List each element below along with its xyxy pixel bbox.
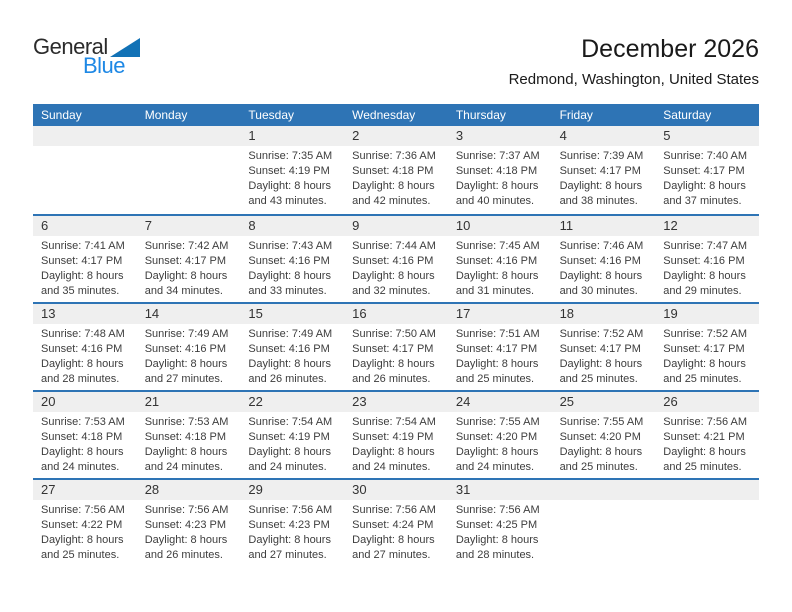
daylight-line-2: and 24 minutes. (144, 461, 223, 473)
sunrise-line: Sunrise: 7:56 AM (663, 416, 748, 428)
day-cell (655, 324, 759, 387)
day-number: 1 (248, 128, 256, 143)
sunrise-line: Sunrise: 7:53 AM (144, 416, 229, 428)
sunset-line: Sunset: 4:22 PM (41, 519, 123, 531)
week-row (33, 126, 759, 214)
empty-day-cell (552, 500, 656, 563)
day-number: 25 (559, 394, 575, 409)
weekday-header-monday: Monday (144, 108, 188, 122)
day-cell (344, 412, 448, 475)
day-number-band (33, 480, 759, 500)
daylight-line-2: and 25 minutes. (455, 373, 535, 385)
day-cell (33, 236, 137, 299)
empty-day-cell (655, 500, 759, 563)
day-number-band (33, 126, 759, 146)
sunrise-line: Sunrise: 7:37 AM (455, 150, 540, 162)
day-number: 7 (144, 218, 152, 233)
sunset-line: Sunset: 4:17 PM (352, 343, 434, 355)
sunrise-line: Sunrise: 7:47 AM (663, 240, 748, 252)
day-details-row (33, 146, 759, 209)
sunset-line: Sunset: 4:17 PM (559, 343, 641, 355)
sunrise-line: Sunrise: 7:39 AM (559, 150, 644, 162)
empty-day-cell (137, 146, 241, 209)
calendar-table (33, 104, 759, 566)
day-cell (344, 146, 448, 209)
sunset-line: Sunset: 4:16 PM (559, 255, 641, 267)
weekday-header-wednesday: Wednesday (352, 108, 416, 122)
daylight-line-2: and 38 minutes. (559, 195, 638, 207)
day-number: 10 (455, 218, 471, 233)
sunset-line: Sunset: 4:20 PM (455, 431, 538, 443)
sunset-line: Sunset: 4:18 PM (144, 431, 227, 443)
page-title: December 2026 (581, 35, 759, 63)
sunrise-line: Sunrise: 7:42 AM (144, 240, 229, 252)
daylight-line-2: and 32 minutes. (352, 285, 431, 297)
day-number: 9 (352, 218, 360, 233)
daylight-line-2: and 26 minutes. (352, 373, 431, 385)
sunrise-line: Sunrise: 7:55 AM (559, 416, 644, 428)
day-details-row (33, 236, 759, 299)
daylight-line-1: Daylight: 8 hours (41, 358, 124, 370)
day-cell (552, 324, 656, 387)
daylight-line-2: and 43 minutes. (248, 195, 327, 207)
sunset-line: Sunset: 4:17 PM (144, 255, 227, 267)
weekday-header-tuesday: Tuesday (248, 108, 295, 122)
sunset-line: Sunset: 4:18 PM (41, 431, 123, 443)
sunrise-line: Sunrise: 7:55 AM (455, 416, 540, 428)
daylight-line-1: Daylight: 8 hours (663, 270, 746, 282)
sunrise-line: Sunrise: 7:51 AM (455, 328, 540, 340)
sunset-line: Sunset: 4:16 PM (41, 343, 123, 355)
daylight-line-2: and 33 minutes. (248, 285, 327, 297)
day-number: 18 (559, 306, 575, 321)
day-number: 12 (663, 218, 678, 233)
sunset-line: Sunset: 4:23 PM (248, 519, 330, 531)
daylight-line-2: and 25 minutes. (559, 461, 638, 473)
day-cell (552, 146, 656, 209)
sunset-line: Sunset: 4:23 PM (144, 519, 227, 531)
sunset-line: Sunset: 4:18 PM (455, 165, 538, 177)
sunrise-line: Sunrise: 7:56 AM (455, 504, 540, 516)
daylight-line-1: Daylight: 8 hours (248, 270, 331, 282)
sunrise-line: Sunrise: 7:46 AM (559, 240, 644, 252)
daylight-line-2: and 28 minutes. (455, 549, 535, 561)
daylight-line-1: Daylight: 8 hours (559, 446, 643, 458)
sunrise-line: Sunrise: 7:56 AM (352, 504, 436, 516)
day-number: 14 (144, 306, 160, 321)
daylight-line-2: and 25 minutes. (663, 461, 742, 473)
sunset-line: Sunset: 4:18 PM (352, 165, 434, 177)
day-cell (448, 146, 552, 209)
sunset-line: Sunset: 4:16 PM (455, 255, 538, 267)
day-cell (33, 500, 137, 563)
sunrise-line: Sunrise: 7:56 AM (41, 504, 125, 516)
daylight-line-2: and 25 minutes. (559, 373, 638, 385)
day-cell (137, 412, 241, 475)
day-cell (240, 236, 344, 299)
day-number: 31 (455, 482, 471, 497)
sunrise-line: Sunrise: 7:48 AM (41, 328, 125, 340)
daylight-line-1: Daylight: 8 hours (248, 446, 331, 458)
sunrise-line: Sunrise: 7:36 AM (352, 150, 436, 162)
sunrise-line: Sunrise: 7:43 AM (248, 240, 333, 252)
day-number-band (33, 304, 759, 324)
day-number: 5 (663, 128, 671, 143)
day-details-row (33, 412, 759, 475)
day-number: 8 (248, 218, 256, 233)
day-number: 4 (559, 128, 567, 143)
sunrise-line: Sunrise: 7:54 AM (248, 416, 333, 428)
day-cell (552, 412, 656, 475)
sunset-line: Sunset: 4:17 PM (663, 165, 745, 177)
day-number: 15 (248, 306, 263, 321)
daylight-line-1: Daylight: 8 hours (352, 180, 435, 192)
day-cell (240, 500, 344, 563)
daylight-line-1: Daylight: 8 hours (41, 270, 124, 282)
sunrise-line: Sunrise: 7:52 AM (663, 328, 748, 340)
daylight-line-2: and 26 minutes. (144, 549, 223, 561)
day-cell (33, 412, 137, 475)
day-cell (655, 236, 759, 299)
weekday-header-friday: Friday (559, 108, 593, 122)
daylight-line-1: Daylight: 8 hours (144, 358, 228, 370)
day-cell (655, 412, 759, 475)
day-number: 6 (41, 218, 49, 233)
week-row (33, 302, 759, 390)
daylight-line-1: Daylight: 8 hours (352, 534, 435, 546)
day-cell (344, 324, 448, 387)
sunset-line: Sunset: 4:19 PM (248, 431, 330, 443)
title-block (509, 34, 759, 88)
daylight-line-2: and 24 minutes. (352, 461, 431, 473)
daylight-line-2: and 35 minutes. (41, 285, 120, 297)
daylight-line-2: and 27 minutes. (248, 549, 327, 561)
page-subtitle: Redmond, Washington, United States (508, 71, 759, 88)
sunset-line: Sunset: 4:19 PM (352, 431, 434, 443)
daylight-line-2: and 42 minutes. (352, 195, 431, 207)
general-blue-logo (33, 36, 140, 77)
daylight-line-2: and 25 minutes. (41, 549, 120, 561)
daylight-line-2: and 31 minutes. (455, 285, 535, 297)
day-cell (240, 146, 344, 209)
day-cell (448, 236, 552, 299)
sunrise-line: Sunrise: 7:41 AM (41, 240, 125, 252)
daylight-line-1: Daylight: 8 hours (663, 358, 746, 370)
empty-day-number (33, 126, 137, 146)
daylight-line-1: Daylight: 8 hours (352, 358, 435, 370)
daylight-line-2: and 26 minutes. (248, 373, 327, 385)
daylight-line-1: Daylight: 8 hours (455, 446, 539, 458)
day-cell (240, 412, 344, 475)
sunrise-line: Sunrise: 7:44 AM (352, 240, 436, 252)
daylight-line-1: Daylight: 8 hours (663, 446, 746, 458)
daylight-line-1: Daylight: 8 hours (352, 446, 435, 458)
sunrise-line: Sunrise: 7:49 AM (248, 328, 333, 340)
day-number: 26 (663, 394, 678, 409)
weekday-header-saturday: Saturday (663, 108, 712, 122)
daylight-line-2: and 37 minutes. (663, 195, 742, 207)
day-cell (655, 146, 759, 209)
day-number: 27 (41, 482, 56, 497)
day-number: 30 (352, 482, 367, 497)
calendar-grid (33, 126, 759, 566)
day-number: 2 (352, 128, 360, 143)
empty-day-number (137, 126, 241, 146)
sunset-line: Sunset: 4:25 PM (455, 519, 538, 531)
day-details-row (33, 500, 759, 563)
day-cell (448, 324, 552, 387)
sunrise-line: Sunrise: 7:56 AM (144, 504, 229, 516)
sunset-line: Sunset: 4:17 PM (455, 343, 538, 355)
daylight-line-2: and 25 minutes. (663, 373, 742, 385)
daylight-line-2: and 34 minutes. (144, 285, 223, 297)
sunrise-line: Sunrise: 7:45 AM (455, 240, 540, 252)
week-row (33, 390, 759, 478)
empty-day-cell (33, 146, 137, 209)
daylight-line-2: and 27 minutes. (352, 549, 431, 561)
sunset-line: Sunset: 4:16 PM (663, 255, 745, 267)
day-number: 29 (248, 482, 263, 497)
sunset-line: Sunset: 4:20 PM (559, 431, 641, 443)
weekday-header-thursday: Thursday (455, 108, 506, 122)
day-number: 3 (455, 128, 464, 143)
sunset-line: Sunset: 4:16 PM (352, 255, 434, 267)
day-cell (344, 236, 448, 299)
sunrise-line: Sunrise: 7:50 AM (352, 328, 436, 340)
daylight-line-1: Daylight: 8 hours (144, 270, 228, 282)
day-number: 22 (248, 394, 263, 409)
sunrise-line: Sunrise: 7:49 AM (144, 328, 229, 340)
daylight-line-1: Daylight: 8 hours (559, 270, 643, 282)
sunset-line: Sunset: 4:19 PM (248, 165, 330, 177)
week-row (33, 214, 759, 302)
empty-day-number (655, 480, 759, 500)
daylight-line-2: and 24 minutes. (455, 461, 535, 473)
day-cell (137, 500, 241, 563)
day-cell (137, 236, 241, 299)
sunrise-line: Sunrise: 7:53 AM (41, 416, 125, 428)
logo-text-general: General (33, 34, 108, 59)
daylight-line-1: Daylight: 8 hours (455, 534, 539, 546)
day-number: 16 (352, 306, 367, 321)
daylight-line-1: Daylight: 8 hours (144, 446, 228, 458)
day-details-row (33, 324, 759, 387)
daylight-line-1: Daylight: 8 hours (455, 358, 539, 370)
day-cell (240, 324, 344, 387)
daylight-line-1: Daylight: 8 hours (663, 180, 746, 192)
daylight-line-2: and 30 minutes. (559, 285, 638, 297)
sunset-line: Sunset: 4:16 PM (144, 343, 227, 355)
day-cell (552, 236, 656, 299)
day-number: 11 (559, 218, 574, 233)
daylight-line-2: and 29 minutes. (663, 285, 742, 297)
sunset-line: Sunset: 4:24 PM (352, 519, 434, 531)
day-number: 21 (144, 394, 160, 409)
day-number-band (33, 392, 759, 412)
day-cell (344, 500, 448, 563)
daylight-line-2: and 24 minutes. (248, 461, 327, 473)
daylight-line-2: and 40 minutes. (455, 195, 535, 207)
day-cell (33, 324, 137, 387)
daylight-line-2: and 28 minutes. (41, 373, 120, 385)
daylight-line-1: Daylight: 8 hours (559, 180, 643, 192)
daylight-line-2: and 27 minutes. (144, 373, 223, 385)
daylight-line-1: Daylight: 8 hours (41, 534, 124, 546)
daylight-line-1: Daylight: 8 hours (455, 180, 539, 192)
sunrise-line: Sunrise: 7:54 AM (352, 416, 436, 428)
day-number: 23 (352, 394, 367, 409)
sunset-line: Sunset: 4:17 PM (663, 343, 745, 355)
logo-text-blue: Blue (83, 53, 126, 78)
day-number-band (33, 216, 759, 236)
day-number: 19 (663, 306, 678, 321)
sunset-line: Sunset: 4:17 PM (559, 165, 641, 177)
sunset-line: Sunset: 4:16 PM (248, 255, 330, 267)
weekday-header-row (33, 104, 759, 126)
day-number: 20 (41, 394, 56, 409)
sunrise-line: Sunrise: 7:56 AM (248, 504, 333, 516)
sunrise-line: Sunrise: 7:35 AM (248, 150, 333, 162)
daylight-line-1: Daylight: 8 hours (248, 358, 331, 370)
sunset-line: Sunset: 4:16 PM (248, 343, 330, 355)
day-number: 17 (455, 306, 471, 321)
daylight-line-1: Daylight: 8 hours (248, 534, 331, 546)
sunrise-line: Sunrise: 7:40 AM (663, 150, 748, 162)
sunrise-line: Sunrise: 7:52 AM (559, 328, 644, 340)
sunset-line: Sunset: 4:21 PM (663, 431, 745, 443)
daylight-line-1: Daylight: 8 hours (559, 358, 643, 370)
daylight-line-1: Daylight: 8 hours (144, 534, 228, 546)
day-number: 13 (41, 306, 56, 321)
daylight-line-1: Daylight: 8 hours (248, 180, 331, 192)
sunset-line: Sunset: 4:17 PM (41, 255, 123, 267)
day-number: 28 (144, 482, 160, 497)
daylight-line-1: Daylight: 8 hours (455, 270, 539, 282)
week-row (33, 478, 759, 566)
daylight-line-2: and 24 minutes. (41, 461, 120, 473)
daylight-line-1: Daylight: 8 hours (41, 446, 124, 458)
day-cell (448, 412, 552, 475)
daylight-line-1: Daylight: 8 hours (352, 270, 435, 282)
empty-day-number (552, 480, 656, 500)
day-number: 24 (455, 394, 471, 409)
day-cell (448, 500, 552, 563)
weekday-header-sunday: Sunday (41, 108, 82, 122)
day-cell (137, 324, 241, 387)
